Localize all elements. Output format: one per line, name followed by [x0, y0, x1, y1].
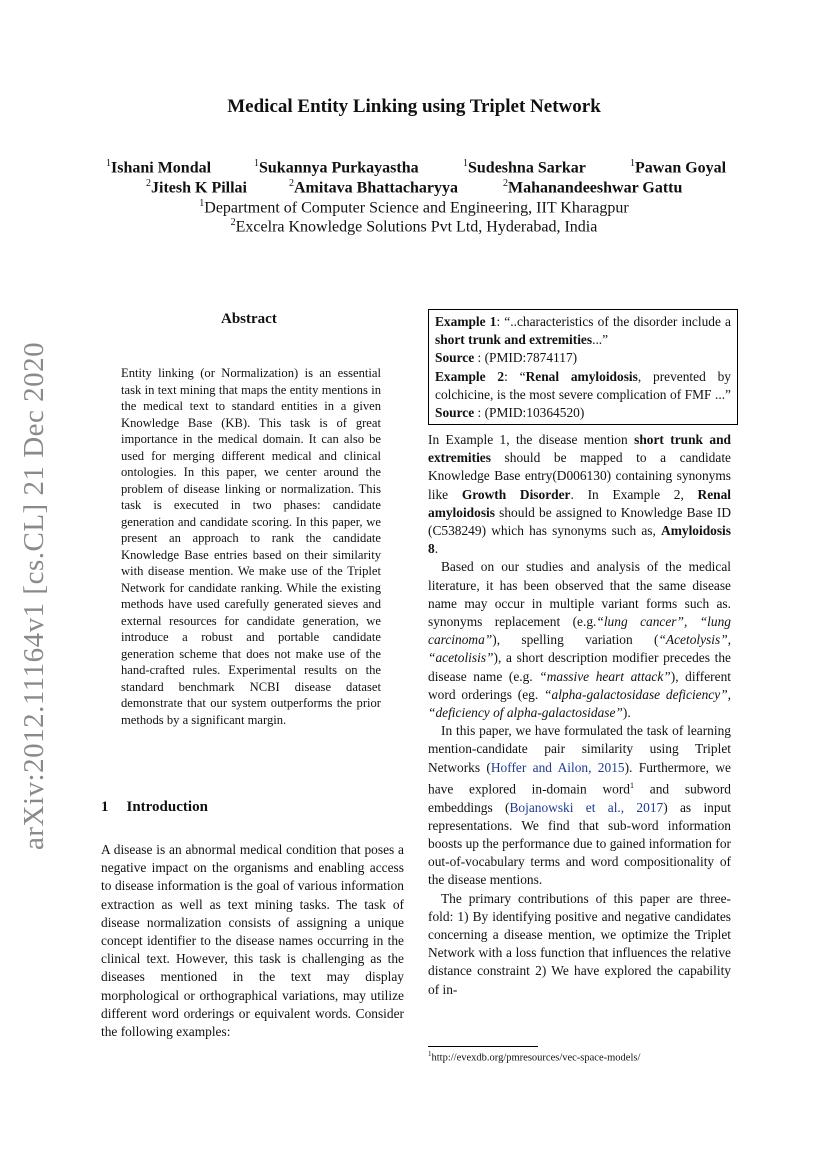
author-1: $^1$Ishani Mondal	[106, 158, 212, 177]
right-column-text	[428, 431, 731, 999]
arxiv-identifier: arXiv:2012.11164v1 [cs.CL] 21 Dec 2020	[18, 341, 50, 850]
citation-bojanowski[interactable]: Bojanowski et al., 2017	[509, 799, 664, 815]
footnote: $^1$http://evexdb.org/pmresources/vec-space-models/	[428, 1050, 641, 1064]
author-2: $^1$Sukannya Purkayastha	[254, 158, 419, 177]
abstract-heading: Abstract	[221, 311, 277, 327]
author-7: $^2$Mahanandeeshwar Gattu	[503, 178, 683, 197]
author-6: $^2$Amitava Bhattacharyya	[289, 178, 458, 197]
affiliation-2: $^2$Excelra Knowledge Solutions Pvt Ltd, Hyderabad, India	[230, 217, 598, 236]
footnote-marker[interactable]: 1	[630, 780, 634, 790]
author-4: $^1$Pawan Goyal	[630, 158, 727, 177]
author-5: $^2$Jitesh K Pillai	[146, 178, 247, 197]
section-title: Introduction	[126, 799, 208, 815]
paper-title: Medical Entity Linking using Triplet Network	[227, 96, 601, 117]
author-3: $^1$Sudeshna Sarkar	[463, 158, 586, 177]
section-heading-introduction	[101, 799, 208, 816]
paragraph-examples-explained: In Example 1, the disease mention short trunk and extremities should be mapped to a candidate Knowledge Base entry(D006130) containing synonyms like Growth Disorder. In Example 2, Renal amyloidosis should be assigned to Knowledge Base ID (C538249) which has synonyms such as, Amyloidosis 8.	[428, 432, 732, 557]
example-box: Example 1: “..characteristics of the disorder include a short trunk and extremities...” Source : (PMID:7874117) Example 2: “Renal amyloidosis, prevented by colchicine, is the most severe complication of FMF ...” Source : (PMID:10364520)	[428, 309, 738, 425]
paragraph-contributions: The primary contributions of this paper are three-fold: 1) By identifying positive and negative candidates concerning a disease mention, we optimize the Triplet Network with a loss function that influences the relative distance constraint 2) We have explored the capability of in-	[428, 890, 731, 997]
footnote-url[interactable]: http://evexdb.org/pmresources/vec-space-models/	[431, 1052, 641, 1064]
citation-hoffer-ailon[interactable]: Hoffer and Ailon, 2015	[490, 759, 625, 775]
introduction-text: A disease is an abnormal medical condition that poses a negative impact on the organisms and enabling access to disease information is the goal of various information extraction as well as text mining tasks. The task of disease normalization consists of assigning a unique concept identifier to the disease names occurring in the clinical text. However, this task is challenging as the diseases mentioned in the text may display morphological or orthographical variations, may utilize different word orderings or equivalent words. Consider the following examples:	[101, 842, 404, 1040]
abstract-text: Entity linking (or Normalization) is an essential task in text mining that maps the entity mentions in the medical text to standard entities in a given Knowledge Base (KB). This task is of great importance in the medical domain. It can also be used for merging different medical and clinical ontologies. In this paper, we center around the problem of disease linking or normalization. This task is executed in two phases: candidate generation and candidate scoring. In this paper, we present an approach to rank the candidate Knowledge Base entries based on their similarity with disease mention. We make use of the Triplet Network for candidate ranking. While the existing methods have used carefully generated sieves and external resources for candidate generation, we introduce a robust and portable candidate generation scheme that does not make use of the hand-crafted rules. Experimental results on the standard benchmark NCBI disease dataset demonstrate that our system outperforms the prior methods by a significant margin.	[121, 366, 381, 727]
paragraph-variants: Based on our studies and analysis of the medical literature, it has been observed that the same disease name may occur in multiple variant forms such as. synonyms replacement (e.g.“lung cancer”, “lung carcinoma”), spelling variation (“Acetolysis”, “acetolisis”), a short description modifier precedes the disease name (e.g. “massive heart attack”), different word orderings (eg. “alpha-galactosidase deficiency”, “deficiency of alpha-galactosidase”).	[428, 559, 731, 721]
footnote-rule	[428, 1046, 538, 1047]
section-number: 1	[101, 799, 109, 815]
affiliation-1: $^1$Department of Computer Science and Engineering, IIT Kharagpur	[199, 198, 629, 217]
paragraph-approach: In this paper, we have formulated the task of learning mention-candidate pair similarity using Triplet Networks (Hoffer and Ailon, 2015). Furthermore, we have explored in-domain word$^1$ and subword embeddings (Bojanowski et al., 2017) as input representations. We find that sub-word information boosts up the performance due to gained information for out-of-vocabulary terms and word compositionality of the disease mentions.	[428, 723, 731, 888]
